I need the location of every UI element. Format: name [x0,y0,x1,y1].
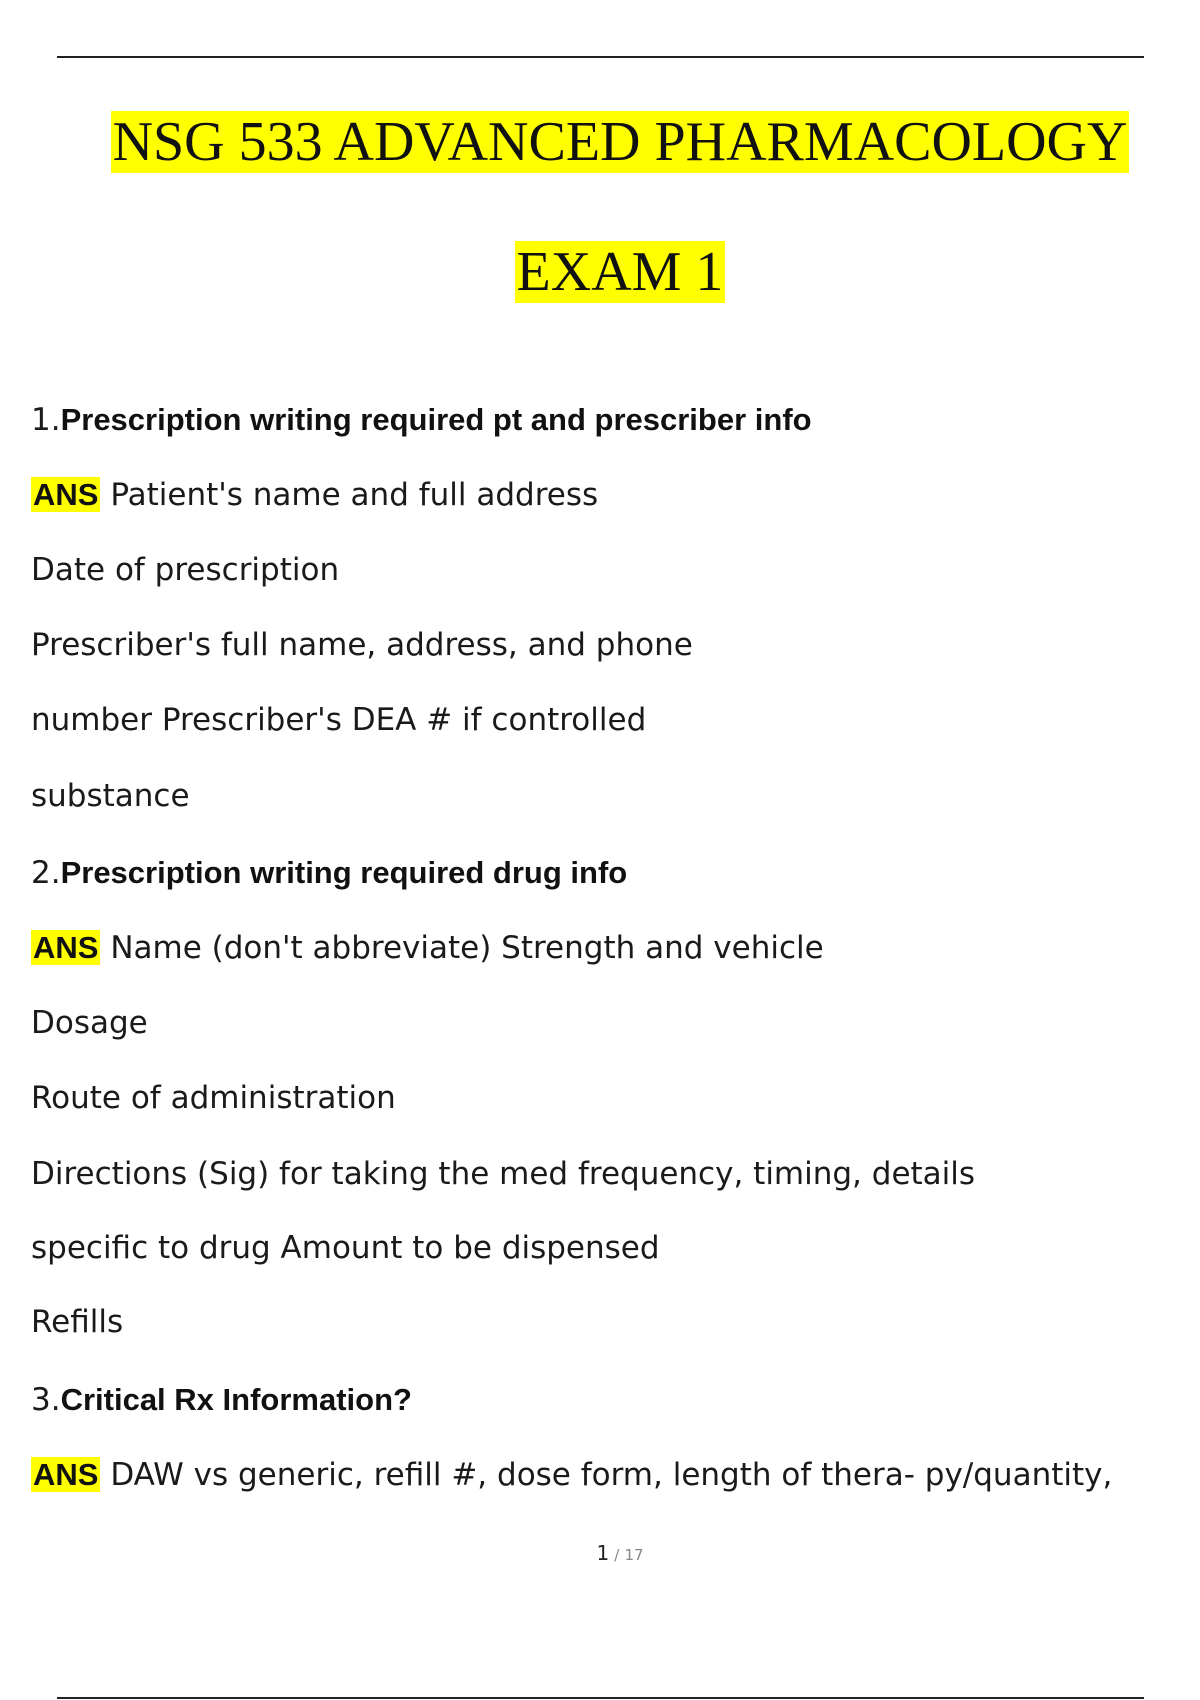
answer-2-line-1 [31,928,824,968]
page-counter [0,1541,1200,1565]
page-separator: / [614,1546,620,1564]
question-3 [31,1380,412,1420]
answer-3-line-1 [31,1455,1112,1495]
question-number: 3. [31,1382,61,1418]
answer-2-line-3: Route of administration [31,1080,396,1116]
question-text: Prescription writing required drug info [60,855,628,890]
title-highlight-2: EXAM 1 [516,241,724,303]
page-total: 17 [624,1546,644,1564]
answer-2-line-6: Refills [31,1304,124,1340]
ans-label: ANS [33,930,99,965]
answer-text: DAW vs generic, refill #, dose form, length of thera- py/quantity, [110,1457,1113,1493]
question-text: Critical Rx Information? [60,1382,412,1417]
question-text: Prescription writing required pt and prescriber info [60,402,812,437]
answer-2-line-5: specific to drug Amount to be dispensed [31,1230,660,1266]
question-number: 2. [31,855,61,891]
answer-1-line-2: Date of prescription [31,552,340,588]
answer-2-line-2: Dosage [31,1005,148,1041]
question-2 [31,853,627,893]
top-rule [57,56,1144,58]
document-title-line-2 [0,240,1200,304]
answer-2-line-4: Directions (Sig) for taking the med frequency, timing, details [31,1156,976,1192]
question-1 [31,400,812,440]
answer-text: Patient's name and full address [110,477,599,513]
answer-1-line-1 [31,475,598,515]
ans-label: ANS [33,1457,99,1492]
answer-1-line-3: Prescriber's full name, address, and phone [31,627,693,663]
ans-label: ANS [33,477,99,512]
answer-1-line-5: substance [31,778,190,814]
document-title-line-1 [0,110,1200,174]
question-number: 1. [31,402,61,438]
answer-text: Name (don't abbreviate) Strength and vehicle [110,930,824,966]
answer-1-line-4: number Prescriber's DEA # if controlled [31,702,647,738]
page-current: 1 [596,1541,610,1565]
bottom-rule [57,1697,1144,1699]
title-highlight-1: NSG 533 ADVANCED PHARMACOLOGY [112,111,1128,173]
